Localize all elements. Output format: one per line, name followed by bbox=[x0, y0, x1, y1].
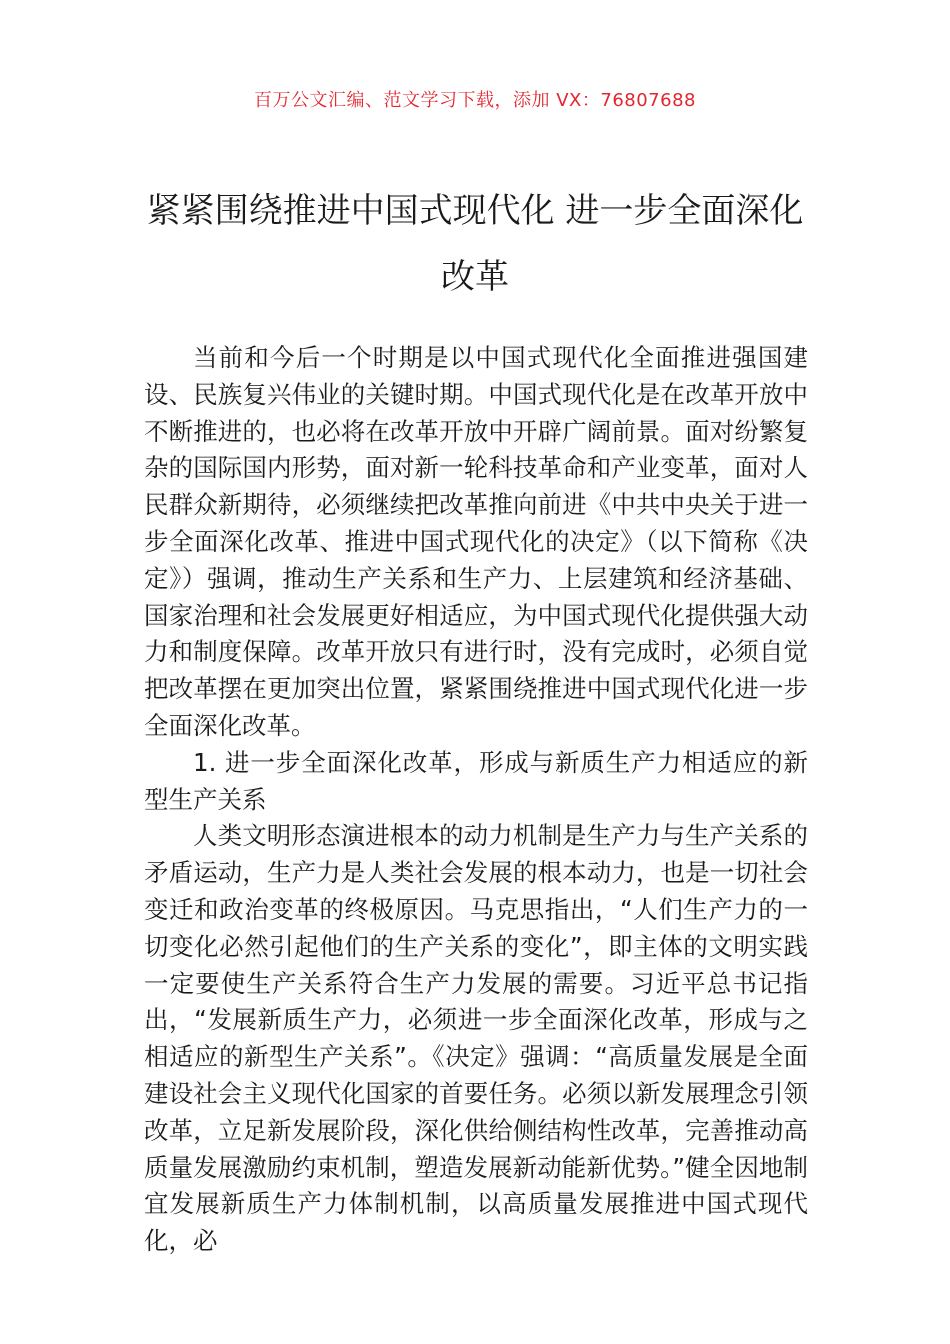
section-heading: 1. 进一步全面深化改革，形成与新质生产力相适应的新型生产关系 bbox=[144, 747, 808, 814]
document-body bbox=[144, 340, 808, 1260]
body-paragraph: 当前和今后一个时期是以中国式现代化全面推进强国建设、民族复兴伟业的关键时期。中国式现代化是在改革开放中不断推进的，也必将在改革开放中开辟广阔前景。面对纷繁复杂的国际国内形势，面对新一轮科技革命和产业变革，面对人民群众新期待，必须继续把改革推向前进《中共中央关于进一步全面深化改革、推进中国式现代化的决定》（以下简称《决定》）强调，推动生产关系和生产力、上层建筑和经济基础、国家治理和社会发展更好相适应，为中国式现代化提供强大动力和制度保障。改革开放只有进行时，没有完成时，必须自觉把改革摆在更加突出位置，紧紧围绕推进中国式现代化进一步全面深化改革。 bbox=[144, 343, 808, 740]
body-paragraph: 人类文明形态演进根本的动力机制是生产力与生产关系的矛盾运动，生产力是人类社会发展的根本动力，也是一切社会变迁和政治变革的终极原因。马克思指出，“人们生产力的一切变化必然引起他们的生产关系的变化”，即主体的文明实践一定要使生产关系符合生产力发展的需要。习近平总书记指出，“发展新质生产力，必须进一步全面深化改革，形成与之相适应的新型生产关系”。《决定》强调：“高质量发展是全面建设社会主义现代化国家的首要任务。必须以新发展理念引领改革，立足新发展阶段，深化供给侧结构性改革，完善推动高质量发展激励约束机制，塑造发展新动能新优势。”健全因地制宜发展新质生产力体制机制，以高质量发展推进中国式现代化，必 bbox=[144, 821, 808, 1256]
promo-banner: 百万公文汇编、范文学习下载，添加 VX：76807688 bbox=[254, 90, 696, 111]
document-title: 紧紧围绕推进中国式现代化 进一步全面深化改革 bbox=[146, 191, 804, 297]
